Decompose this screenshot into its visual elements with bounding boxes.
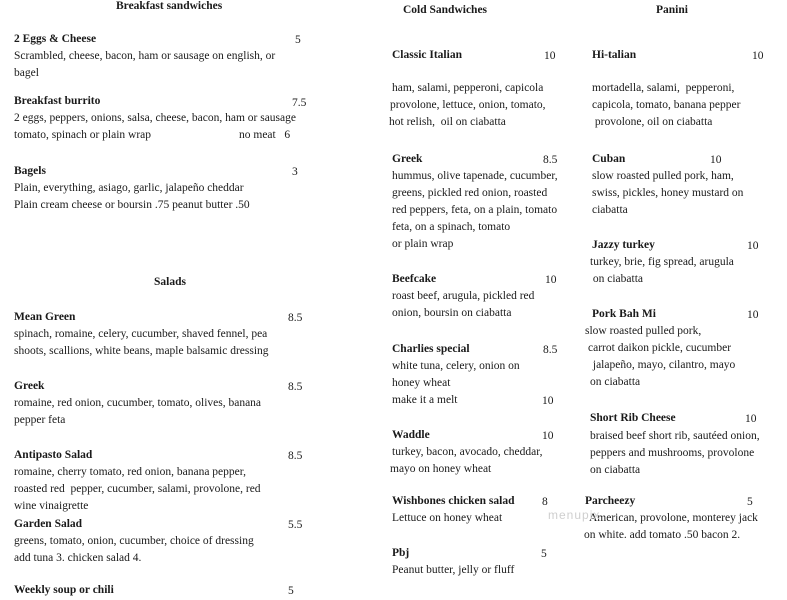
menu-item-description: on ciabatta (590, 376, 641, 388)
menu-item-description: shoots, scallions, white beans, maple balsamic dressing (14, 345, 269, 357)
menu-item-description: roasted red pepper, cucumber, salami, provolone, red (14, 483, 261, 495)
menu-item-name: Waddle (392, 429, 430, 441)
watermark: menupix (548, 508, 601, 522)
menu-item-description: ciabatta (592, 204, 628, 216)
menu-item-price: 10 (710, 154, 722, 166)
menu-item-description: pepper feta (14, 414, 66, 426)
menu-item-description: greens, tomato, onion, cucumber, choice of dressing (14, 535, 254, 547)
menu-item-description: or plain wrap (392, 238, 454, 250)
menu-item-description: turkey, brie, fig spread, arugula (590, 256, 734, 268)
menu-item-price: 5.5 (288, 519, 303, 531)
menu-item-description: provolone, lettuce, onion, tomato, (390, 99, 546, 111)
header-cold-sandwiches: Cold Sandwiches (403, 4, 488, 16)
menu-item-description: ham, salami, pepperoni, capicola (392, 82, 544, 94)
menu-item-price: 10 (545, 274, 557, 286)
menu-item-description: capicola, tomato, banana pepper (592, 99, 741, 111)
menu-item-price: 5 (295, 34, 301, 46)
menu-item-description: make it a melt (392, 394, 458, 406)
menu-item-price: 8.5 (288, 381, 303, 393)
menu-item-name: Greek (14, 380, 45, 392)
menu-item-name: Cuban (592, 153, 626, 165)
menu-item-price: 5 (541, 548, 547, 560)
menu-item-description: turkey, bacon, avocado, cheddar, (392, 446, 543, 458)
menu-item-description: Plain, everything, asiago, garlic, jalapeño cheddar (14, 182, 244, 194)
menu-item-description: Peanut butter, jelly or fluff (392, 564, 515, 576)
menu-item-name: Short Rib Cheese (590, 412, 676, 424)
menu-item-description: on ciabatta (590, 273, 644, 285)
menu-item-name: Pbj (392, 547, 410, 559)
menu-item-name: Jazzy turkey (592, 239, 655, 251)
menu-item-description: onion, boursin on ciabatta (392, 307, 512, 319)
menu-item-extra: no meat 6 (239, 129, 291, 141)
menu-item-description: honey wheat (392, 377, 451, 389)
menu-item-description: wine vinaigrette (14, 500, 89, 512)
menu-item-name: Beefcake (392, 273, 437, 285)
menu-item-description: add tuna 3. chicken salad 4. (14, 552, 142, 564)
menu-item-description: slow roasted pulled pork, (585, 325, 702, 337)
menu-item-price: 7.5 (292, 97, 307, 109)
menu-item-price: 10 (747, 309, 759, 321)
menu-item-price: 10 (745, 413, 757, 425)
menu-item-description: provolone, oil on ciabatta (592, 116, 713, 128)
menu-item-description: Plain cream cheese or boursin .75 peanut butter .50 (14, 199, 250, 211)
menu-item-name: Weekly soup or chili (14, 584, 114, 596)
menu-item-description: greens, pickled red onion, roasted (392, 187, 548, 199)
menu-item-name: Pork Bah Mi (592, 308, 656, 320)
menu-item-description: romaine, red onion, cucumber, tomato, olives, banana (14, 397, 262, 409)
menu-item-description: Lettuce on honey wheat (392, 512, 503, 524)
menu-item-price: 5 (747, 496, 753, 508)
menu-item-description: braised beef short rib, sautéed onion, (590, 430, 760, 442)
menu-item-price: 8 (542, 496, 548, 508)
menu-item-name: Wishbones chicken salad (392, 495, 515, 507)
menu-item-price: 8.5 (543, 344, 558, 356)
menu-item-description: American, provolone, monterey jack (589, 512, 758, 524)
menu-item-price: 10 (542, 430, 554, 442)
menu-item-name: Parcheezy (585, 495, 636, 507)
menu-item-description: on white. add tomato .50 bacon 2. (584, 529, 741, 541)
menu-item-description: hot relish, oil on ciabatta (389, 116, 506, 128)
menu-item-description: swiss, pickles, honey mustard on (592, 187, 744, 199)
menu-item-description: bagel (14, 67, 39, 79)
menu-item-name: Mean Green (14, 311, 76, 323)
menu-item-name: Greek (392, 153, 423, 165)
menu-item-name: Bagels (14, 165, 46, 177)
menu-item-description: feta, on a spinach, tomato (392, 221, 511, 233)
header-breakfast-sandwiches: Breakfast sandwiches (116, 0, 223, 12)
menu-item-price: 10 (752, 50, 764, 62)
menu-item-name: Breakfast burrito (14, 95, 101, 107)
menu-item-description: on ciabatta (590, 464, 641, 476)
menu-item-description: mayo on honey wheat (390, 463, 492, 475)
menu-item-description: slow roasted pulled pork, ham, (592, 170, 734, 182)
header-panini: Panini (656, 4, 688, 16)
menu-item-description: peppers and mushrooms, provolone (590, 447, 755, 459)
menu-item-price: 8.5 (288, 450, 303, 462)
menu-item-description: red peppers, feta, on a plain, tomato (392, 204, 558, 216)
menu-item-description: mortadella, salami, pepperoni, (592, 82, 735, 94)
menu-item-name: Classic Italian (392, 49, 462, 61)
menu-item-description: white tuna, celery, onion on (392, 360, 520, 372)
menu-item-price: 8.5 (543, 154, 558, 166)
menu-item-price: 10 (747, 240, 759, 252)
menu-item-price: 8.5 (288, 312, 303, 324)
menu-item-description: roast beef, arugula, pickled red (392, 290, 535, 302)
menu-item-name: Antipasto Salad (14, 449, 93, 461)
menu-item-description: jalapeño, mayo, cilantro, mayo (590, 359, 736, 371)
menu-item-name: Charlies special (392, 343, 470, 355)
menu-item-extra: 10 (542, 395, 554, 407)
menu-item-price: 3 (292, 166, 298, 178)
menu-item-price: 5 (288, 585, 294, 597)
menu-item-price: 10 (544, 50, 556, 62)
menu-item-name: Garden Salad (14, 518, 83, 530)
menu-item-description: hummus, olive tapenade, cucumber, (392, 170, 558, 182)
menu-item-description: romaine, cherry tomato, red onion, banana pepper, (14, 466, 247, 478)
menu-item-description: spinach, romaine, celery, cucumber, shaved fennel, pea (14, 328, 268, 340)
menu-item-name: Hi-talian (592, 49, 637, 61)
menu-item-description: tomato, spinach or plain wrap (14, 129, 152, 141)
menu-item-description: Scrambled, cheese, bacon, ham or sausage on english, or (14, 50, 276, 62)
header-salads: Salads (154, 276, 186, 288)
menu-item-name: 2 Eggs & Cheese (14, 33, 97, 45)
menu-item-description: 2 eggs, peppers, onions, salsa, cheese, bacon, ham or sausage (14, 112, 296, 124)
menu-item-description: carrot daikon pickle, cucumber (588, 342, 732, 354)
